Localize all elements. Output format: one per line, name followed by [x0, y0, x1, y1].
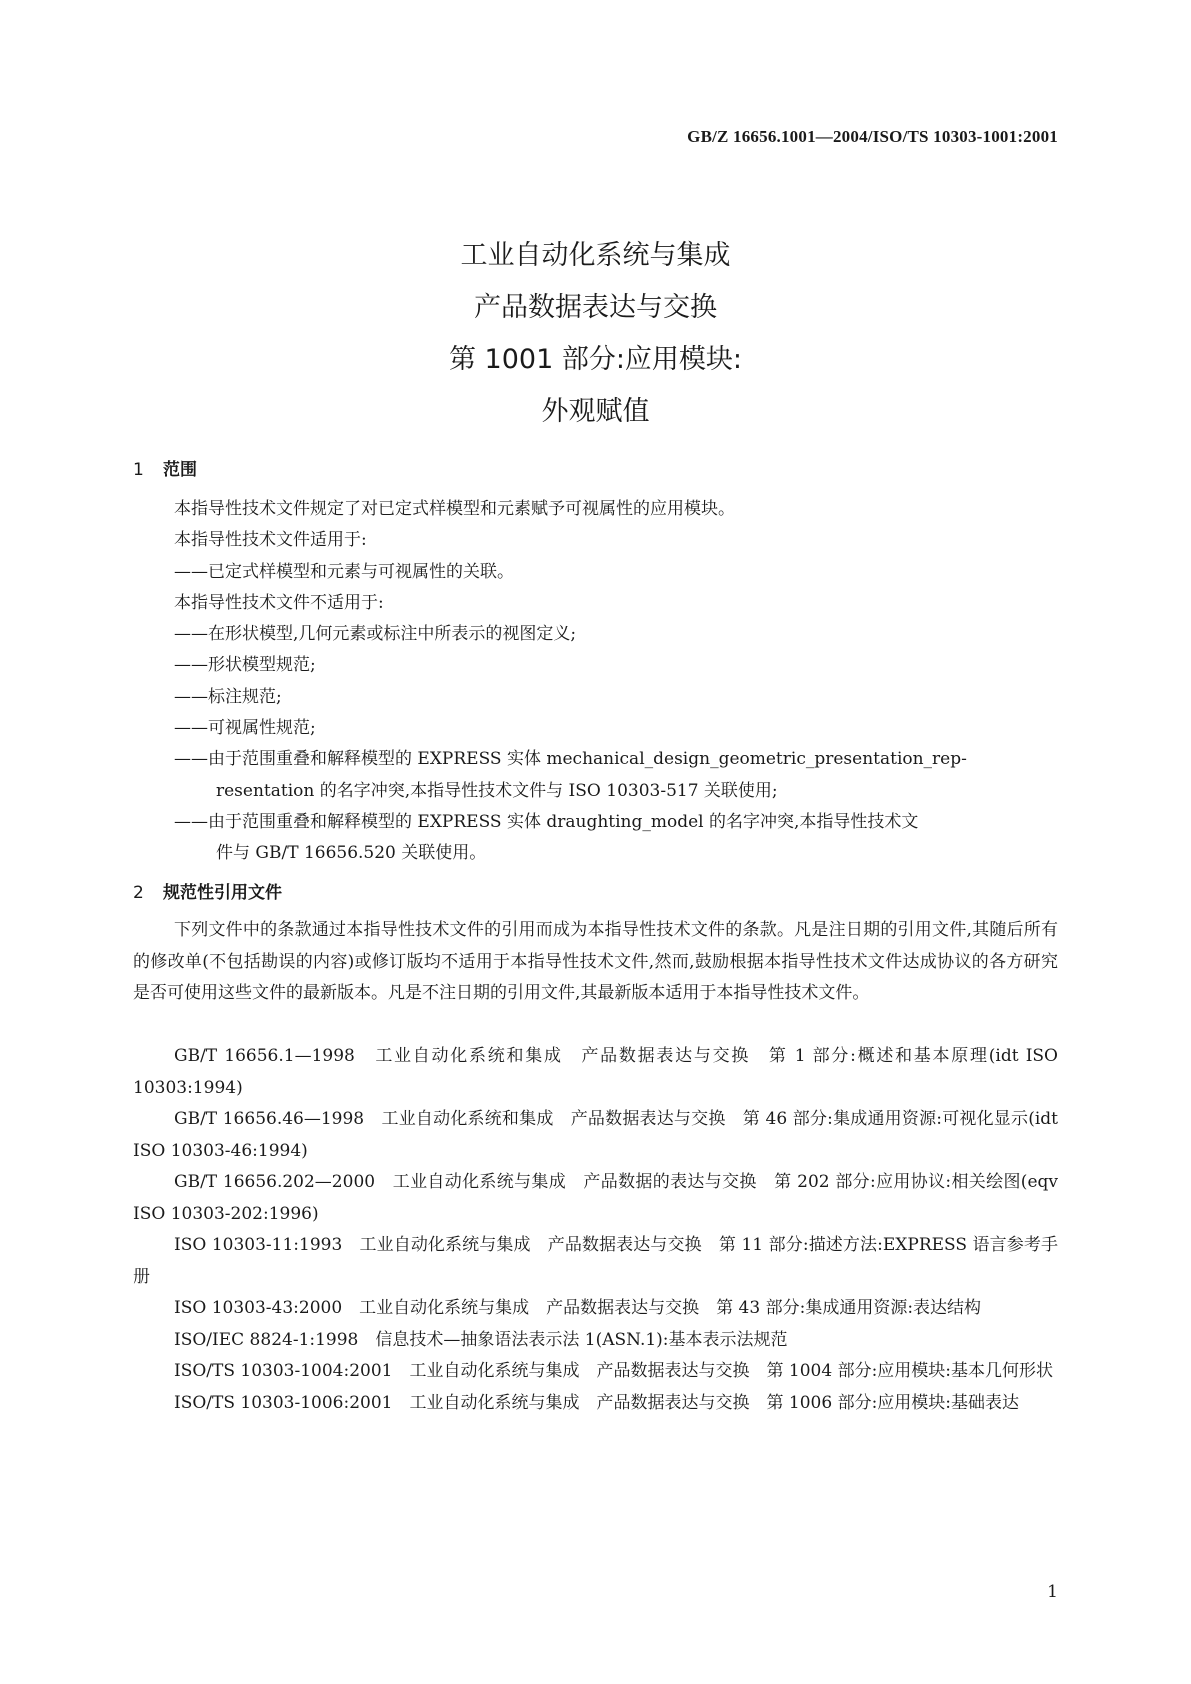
list-item: ——已定式样模型和元素与可视属性的关联。	[174, 561, 514, 582]
reference-item: ISO/TS 10303-1004:2001 工业自动化系统与集成 产品数据表达与交换 第 1004 部分:应用模块:基本几何形状	[174, 1361, 1054, 1381]
list-item: ——由于范围重叠和解释模型的 EXPRESS 实体 draughting_model 的名字冲突,本指导性技术文	[174, 811, 919, 832]
reference-item: ISO/TS 10303-1006:2001 工业自动化系统与集成 产品数据表达与交换 第 1006 部分:应用模块:基础表达	[174, 1392, 1020, 1413]
section-1-heading	[133, 455, 197, 480]
reference-item: GB/T 16656.1—1998 工业自动化系统和集成 产品数据表达与交换 第 1 部分:概述和基本原理(idt ISO 10303:1994)	[133, 1046, 1058, 1098]
section-2-heading	[133, 878, 282, 903]
title-line: 产品数据表达与交换	[474, 292, 717, 323]
list-item: ——由于范围重叠和解释模型的 EXPRESS 实体 mechanical_design_geometric_presentation_rep-	[174, 749, 967, 770]
list-item-continuation: 件与 GB/T 16656.520 关联使用。	[216, 843, 487, 864]
title-line: 外观赋值	[541, 396, 650, 427]
section-2-intro: 下列文件中的条款通过本指导性技术文件的引用而成为本指导性技术文件的条款。凡是注日期的引用文件,其随后所有的修改单(不包括勘误的内容)或修订版均不适用于本指导性技术文件,然而,鼓励根据本指导性技术文件达成协议的各方研究是否可使用这些文件的最新版本。凡是不注日期的引用文件,其最新版本适用于本指导性技术文件。	[133, 920, 1058, 1003]
section-title: 范围	[163, 460, 197, 480]
document-title	[0, 230, 1191, 438]
standard-code: GB/Z 16656.1001—2004/ISO/TS 10303-1001:2001	[687, 127, 1058, 146]
list-item: ——在形状模型,几何元素或标注中所表示的视图定义;	[174, 624, 577, 645]
list-item: ——形状模型规范;	[174, 655, 316, 676]
list-item: ——可视属性规范;	[174, 718, 316, 739]
reference-item: ISO 10303-11:1993 工业自动化系统与集成 产品数据表达与交换 第 11 部分:描述方法:EXPRESS 语言参考手册	[133, 1235, 1058, 1287]
title-line: 工业自动化系统与集成	[460, 240, 731, 271]
paragraph-line: 本指导性技术文件规定了对已定式样模型和元素赋予可视属性的应用模块。	[174, 499, 735, 519]
section-number: 1	[133, 460, 144, 480]
title-line: 第 1001 部分:应用模块:	[448, 344, 743, 375]
paragraph-line: 本指导性技术文件适用于:	[174, 530, 367, 551]
list-item: ——标注规范;	[174, 686, 282, 707]
section-number: 2	[133, 883, 144, 903]
reference-list	[133, 1041, 1058, 1419]
reference-item: ISO 10303-43:2000 工业自动化系统与集成 产品数据表达与交换 第 43 部分:集成通用资源:表达结构	[174, 1298, 982, 1318]
paragraph-line: 本指导性技术文件不适用于:	[174, 592, 384, 613]
section-title: 规范性引用文件	[163, 883, 282, 903]
page-number: 1	[1047, 1582, 1058, 1602]
list-item-continuation: resentation 的名字冲突,本指导性技术文件与 ISO 10303-517 关联使用;	[216, 780, 778, 801]
reference-item: GB/T 16656.46—1998 工业自动化系统和集成 产品数据表达与交换 第 46 部分:集成通用资源:可视化显示(idt ISO 10303-46:1994)	[133, 1109, 1058, 1161]
reference-item: GB/T 16656.202—2000 工业自动化系统与集成 产品数据的表达与交换 第 202 部分:应用协议:相关绘图(eqv ISO 10303-202:1996)	[133, 1172, 1058, 1224]
section-1-body	[133, 494, 1058, 870]
reference-item: ISO/IEC 8824-1:1998 信息技术—抽象语法表示法 1(ASN.1):基本表示法规范	[174, 1329, 788, 1350]
